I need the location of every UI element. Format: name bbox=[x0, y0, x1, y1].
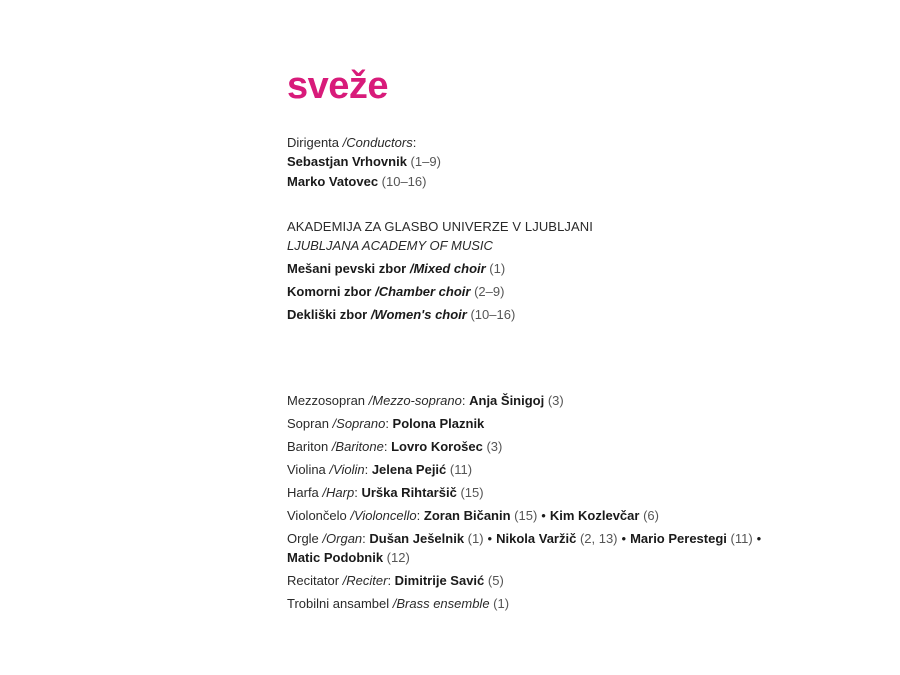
choir-row bbox=[287, 260, 505, 278]
performer-name: Jelena Pejić bbox=[371, 462, 447, 477]
bullet-separator: • bbox=[621, 531, 627, 546]
soloist-row-organ: Orgle /Organ: Dušan Ješelnik (1) • Nikola Varžič (2, 13) • Mario Perestegi (11) • bbox=[287, 530, 765, 548]
role-en: /Brass ensemble bbox=[392, 596, 490, 611]
role: Trobilni ansambel bbox=[287, 596, 393, 611]
soloist-row: Sopran /Soprano: Polona Plaznik bbox=[287, 416, 485, 431]
academy-name: AKADEMIJA ZA GLASBO UNIVERZE V LJUBLJANI bbox=[287, 219, 593, 234]
soloist-row: Mezzosopran /Mezzo-soprano: Anja Šinigoj (3) bbox=[287, 393, 564, 408]
conductor-row bbox=[287, 153, 441, 171]
role: Harfa bbox=[287, 485, 323, 500]
choir-row bbox=[287, 306, 515, 324]
choir-numbers: (10–16) bbox=[466, 307, 516, 322]
track-numbers: (2, 13) bbox=[576, 531, 618, 546]
performer-name: Mario Perestegi bbox=[630, 531, 727, 546]
role-en: /Mezzo-soprano bbox=[368, 393, 462, 408]
track-numbers: (5) bbox=[484, 573, 504, 588]
colon: : bbox=[412, 135, 417, 150]
role-en: /Violin bbox=[329, 462, 365, 477]
role: Mezzosopran bbox=[287, 393, 369, 408]
choir-name: Mešani pevski zbor bbox=[287, 261, 410, 276]
performer-name: Zoran Bičanin bbox=[423, 508, 511, 523]
bullet-separator: • bbox=[487, 531, 493, 546]
role: Orgle bbox=[287, 531, 323, 546]
role: Violončelo bbox=[287, 508, 351, 523]
track-numbers: (15) bbox=[456, 485, 484, 500]
conductor-name: Sebastjan Vrhovnik bbox=[287, 154, 407, 169]
conductor-range: (10–16) bbox=[378, 174, 427, 189]
track-numbers: (15) bbox=[510, 508, 538, 523]
role-en: /Harp bbox=[322, 485, 355, 500]
role-en: /Soprano bbox=[332, 416, 386, 431]
track-numbers: (1) bbox=[489, 596, 510, 611]
performer-name: Polona Plaznik bbox=[392, 416, 485, 431]
performer-name: Matic Podobnik bbox=[287, 550, 384, 565]
role: Sopran bbox=[287, 416, 333, 431]
conductor-range: (1–9) bbox=[406, 154, 441, 169]
soloist-row: Violina /Violin: Jelena Pejić (11) bbox=[287, 462, 473, 477]
bullet-separator: • bbox=[541, 508, 546, 523]
choir-name-en: /Mixed choir bbox=[409, 261, 486, 276]
track-numbers: (11) bbox=[726, 531, 753, 546]
academy-name-en: LJUBLJANA ACADEMY OF MUSIC bbox=[287, 238, 493, 253]
role-en: /Violoncello bbox=[350, 508, 417, 523]
performer-name: Dušan Ješelnik bbox=[369, 531, 465, 546]
soloist-row: Harfa /Harp: Urška Rihtaršič (15) bbox=[287, 485, 484, 500]
soloist-row-organ-cont bbox=[287, 549, 410, 567]
choir-numbers: (1) bbox=[485, 261, 506, 276]
ensemble-row bbox=[287, 595, 509, 613]
choir-row bbox=[287, 283, 504, 301]
role: Recitator bbox=[287, 573, 343, 588]
choir-name-en: /Women's choir bbox=[370, 307, 467, 322]
soloist-row-cello: Violončelo /Violoncello: Zoran Bičanin (15) • Kim Kozlevčar (6) bbox=[287, 508, 659, 523]
performer-name: Urška Rihtaršič bbox=[361, 485, 457, 500]
performer-name: Dimitrije Savić bbox=[394, 573, 485, 588]
performer-name: Kim Kozlevčar bbox=[549, 508, 640, 523]
role-en: /Baritone bbox=[331, 439, 384, 454]
track-numbers: (11) bbox=[446, 462, 473, 477]
bullet-separator: • bbox=[756, 531, 762, 546]
choir-numbers: (2–9) bbox=[470, 284, 505, 299]
role: Violina bbox=[287, 462, 330, 477]
conductors-label-en: /Conductors bbox=[342, 135, 413, 150]
track-numbers: (3) bbox=[544, 393, 564, 408]
performer-name: Lovro Korošec bbox=[391, 439, 483, 454]
conductors-heading bbox=[287, 134, 416, 152]
soloist-row: Recitator /Reciter: Dimitrije Savić (5) bbox=[287, 573, 504, 588]
track-numbers: (3) bbox=[482, 439, 503, 454]
choir-name-en: /Chamber choir bbox=[375, 284, 471, 299]
conductor-name: Marko Vatovec bbox=[287, 174, 379, 189]
conductors-label: Dirigenta bbox=[287, 135, 343, 150]
role: Bariton bbox=[287, 439, 332, 454]
track-numbers: (12) bbox=[383, 550, 410, 565]
conductor-row bbox=[287, 173, 426, 191]
choir-name: Komorni zbor bbox=[287, 284, 376, 299]
performer-name: Anja Šinigoj bbox=[469, 393, 545, 408]
choir-name: Dekliški zbor bbox=[287, 307, 371, 322]
performer-name: Nikola Varžič bbox=[496, 531, 577, 546]
role-en: /Reciter bbox=[342, 573, 388, 588]
track-numbers: (6) bbox=[639, 508, 659, 523]
soloist-row: Bariton /Baritone: Lovro Korošec (3) bbox=[287, 439, 503, 454]
track-numbers: (1) bbox=[464, 531, 484, 546]
role-en: /Organ bbox=[322, 531, 363, 546]
page-title: sveže bbox=[287, 65, 389, 107]
